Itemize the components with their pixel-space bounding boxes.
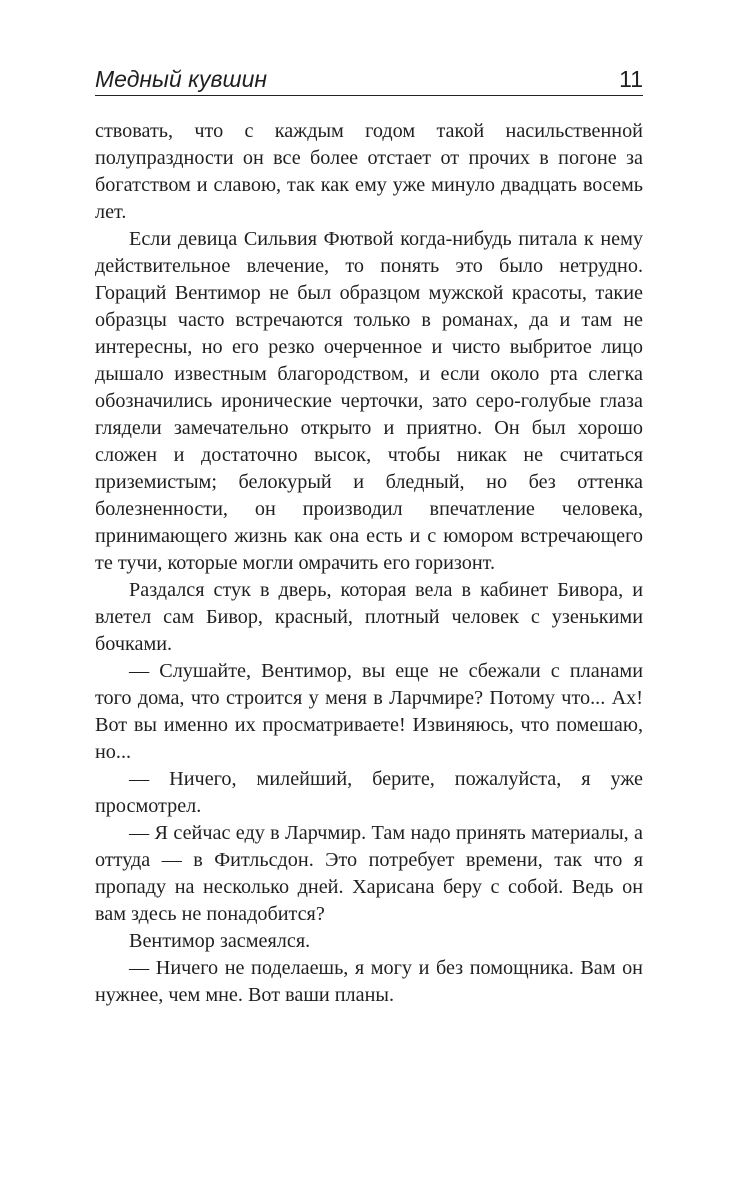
paragraph: Если девица Сильвия Фютвой когда-нибудь питала к нему действительное влечение, то понять это было нетрудно. Гораций Вентимор не был образцом мужской красоты, такие образцы часто встречаются только в романах, да и там не интересны, но его резко очерченное и чисто выбритое лицо дышало известным благородством, и если около рта слегка обозначились иронические черточки, зато серо-голубые глаза глядели замечательно открыто и приятно. Он был хорошо сложен и достаточно высок, чтобы никак не считаться приземистым; белокурый и бледный, но без оттенка болезненности, он производил впечатление человека, принимающего жизнь как она есть и с юмором встречающего те тучи, которые могли омрачить его горизонт. (95, 228, 643, 574)
book-page (95, 62, 643, 1009)
book-title: Медный кувшин (95, 66, 268, 92)
paragraph: — Слушайте, Вентимор, вы еще не сбежали с планами того дома, что строится у меня в Ларчмире? Потому что... Ах! Вот вы именно их просматриваете! Извиняюсь, что помешаю, но... (95, 660, 643, 763)
paragraph: — Ничего, милейший, берите, пожалуйста, я уже просмотрел. (95, 768, 643, 817)
paragraph: ствовать, что с каждым годом такой насильственной полупраздности он все более отстает от прочих в погоне за богатством и славою, так как ему уже минуло двадцать восемь лет. (95, 120, 643, 223)
paragraph: Вентимор засмеялся. (129, 930, 311, 952)
paragraph: — Я сейчас еду в Ларчмир. Там надо принять материалы, а оттуда — в Фитльсдон. Это потребует времени, так что я пропаду на несколько дней. Харисана беру с собой. Ведь он вам здесь не понадобится? (95, 822, 643, 925)
paragraph: Раздался стук в дверь, которая вела в кабинет Бивора, и влетел сам Бивор, красный, плотный человек с узенькими бочками. (95, 579, 643, 655)
page-number: 11 (619, 66, 643, 92)
header-rule (95, 95, 643, 96)
paragraph: — Ничего не поделаешь, я могу и без помощника. Вам он нужнее, чем мне. Вот ваши планы. (95, 957, 643, 1006)
body-text (95, 118, 643, 1009)
running-header (95, 62, 643, 95)
